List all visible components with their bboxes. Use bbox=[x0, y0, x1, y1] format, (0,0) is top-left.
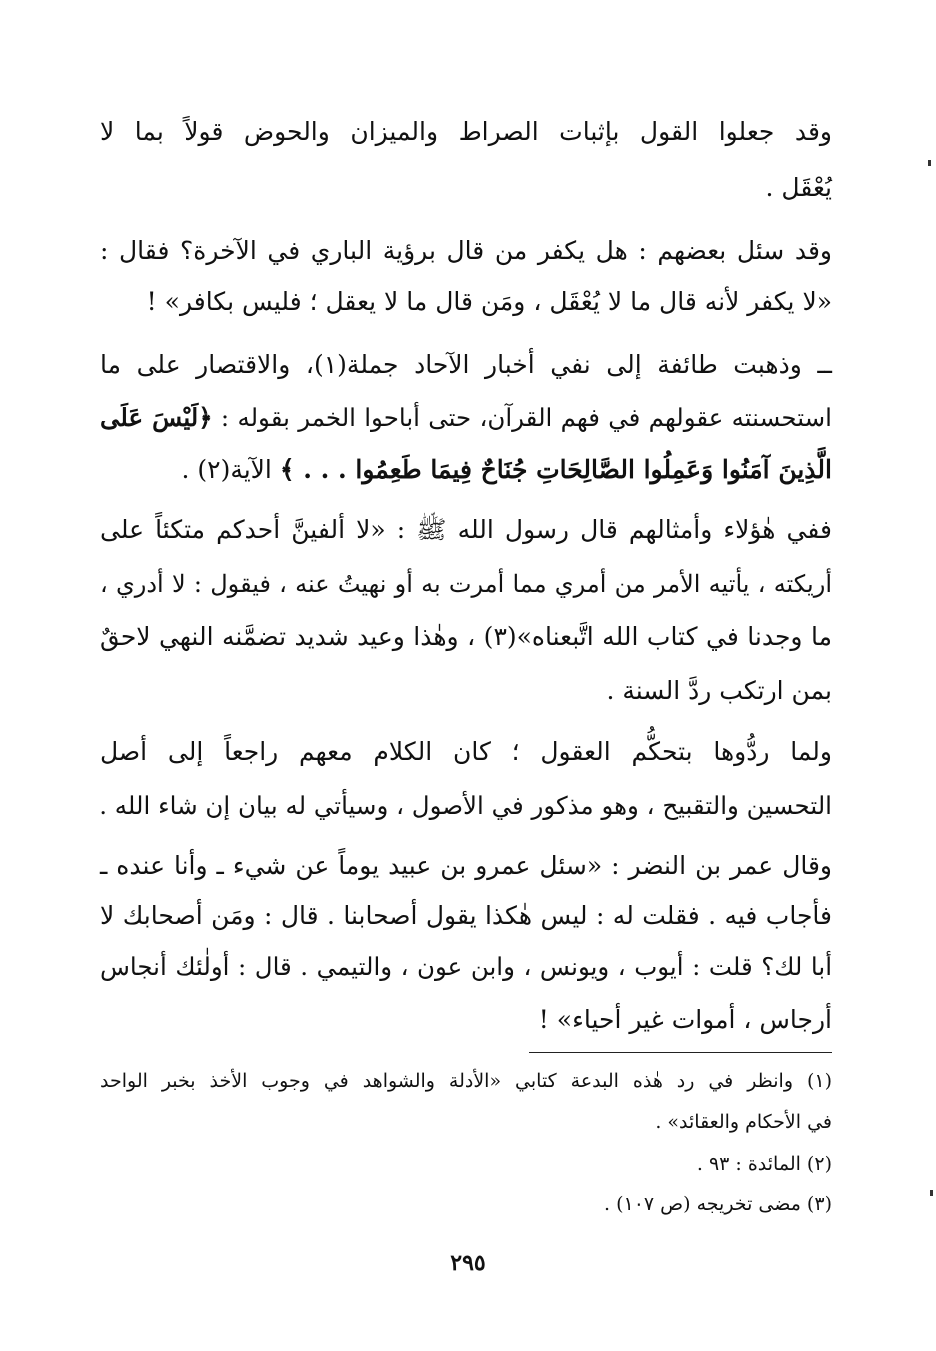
footnote: (١) وانظر في رد هٰذه البدعة كتابي «الأدلة والشواهد في وجوب الأخذ بخبر الواحد bbox=[100, 1070, 832, 1092]
body-line: يُعْقَل . bbox=[765, 173, 832, 202]
body-line: وقد سئل بعضهم : هل يكفر من قال برؤية الباري في الآخرة؟ فقال : bbox=[100, 236, 832, 265]
body-line: التحسين والتقبيح ، وهو مذكور في الأصول ، وسيأتي له بيان إن شاء الله . bbox=[99, 791, 832, 820]
body-line: أرجاس ، أموات غير أحياء» ! bbox=[538, 1005, 832, 1034]
body-line: بمن ارتكب ردَّ السنة . bbox=[606, 676, 832, 705]
page-number: ٢٩٥ bbox=[450, 1250, 486, 1276]
body-line: «لا يكفر لأنه قال ما لا يُعْقَل ، ومَن قال ما لا يعقل ؛ فليس بكافر» ! bbox=[146, 287, 832, 316]
body-line: أبا لك؟ قلت : أيوب ، ويونس ، وابن عون ، والتيمي . قال : أولٰئك أنجاس bbox=[100, 952, 832, 981]
quran-verse: ﴿لَيْسَ عَلَى bbox=[100, 403, 213, 432]
body-line: الَّذِينَ آمَنُوا وَعَمِلُوا الصَّالِحَاتِ جُنَاحٌ فِيمَا طَعِمُوا . . . ﴾ الآية(٢) . bbox=[181, 455, 832, 484]
quran-verse: الَّذِينَ آمَنُوا وَعَمِلُوا الصَّالِحَاتِ جُنَاحٌ فِيمَا طَعِمُوا . . . ﴾ bbox=[279, 455, 832, 484]
scan-speck bbox=[928, 160, 931, 166]
footnote: في الأحكام والعقائد» . bbox=[655, 1111, 832, 1133]
body-line: فأجاب فيه . فقلت له : ليس هٰكذا يقول أصحابنا . قال : ومَن أصحابك لا bbox=[100, 901, 832, 930]
body-line: أريكته ، يأتيه الأمر من أمري مما أمرت به أو نهيتُ عنه ، فيقول : لا أدري ، bbox=[100, 570, 832, 598]
body-line: استحسنته عقولهم في فهم القرآن، حتى أباحوا الخمر بقوله : ﴿لَيْسَ عَلَى bbox=[100, 403, 832, 432]
body-line: ففي هٰؤلاء وأمثالهم قال رسول الله ﷺ : «لا ألفينَّ أحدكم متكئاً على bbox=[100, 515, 832, 544]
footnote: (٢) المائدة : ٩٣ . bbox=[696, 1153, 832, 1175]
body-line: ــ وذهبت طائفة إلى نفي أخبار الآحاد جملة(١)، والاقتصار على ما bbox=[100, 350, 833, 379]
body-line: ما وجدنا في كتاب الله اتَّبعناه»(٣) ، وهٰذا وعيد شديد تضمَّنه النهي لاحقٌ bbox=[100, 622, 832, 651]
footnote: (٣) مضى تخريجه (ص ١٠٧) . bbox=[604, 1193, 832, 1215]
footnote-separator bbox=[529, 1052, 832, 1053]
body-line: ولما ردُّوها بتحكُّم العقول ؛ كان الكلام معهم راجعاً إلى أصل bbox=[100, 737, 832, 766]
scan-speck bbox=[930, 1190, 933, 1196]
body-line: وقال عمر بن النضر : «سئل عمرو بن عبيد يوماً عن شيء ـ وأنا عنده ـ bbox=[100, 851, 832, 880]
body-line: وقد جعلوا القول بإثبات الصراط والميزان والحوض قولاً بما لا bbox=[100, 117, 832, 146]
